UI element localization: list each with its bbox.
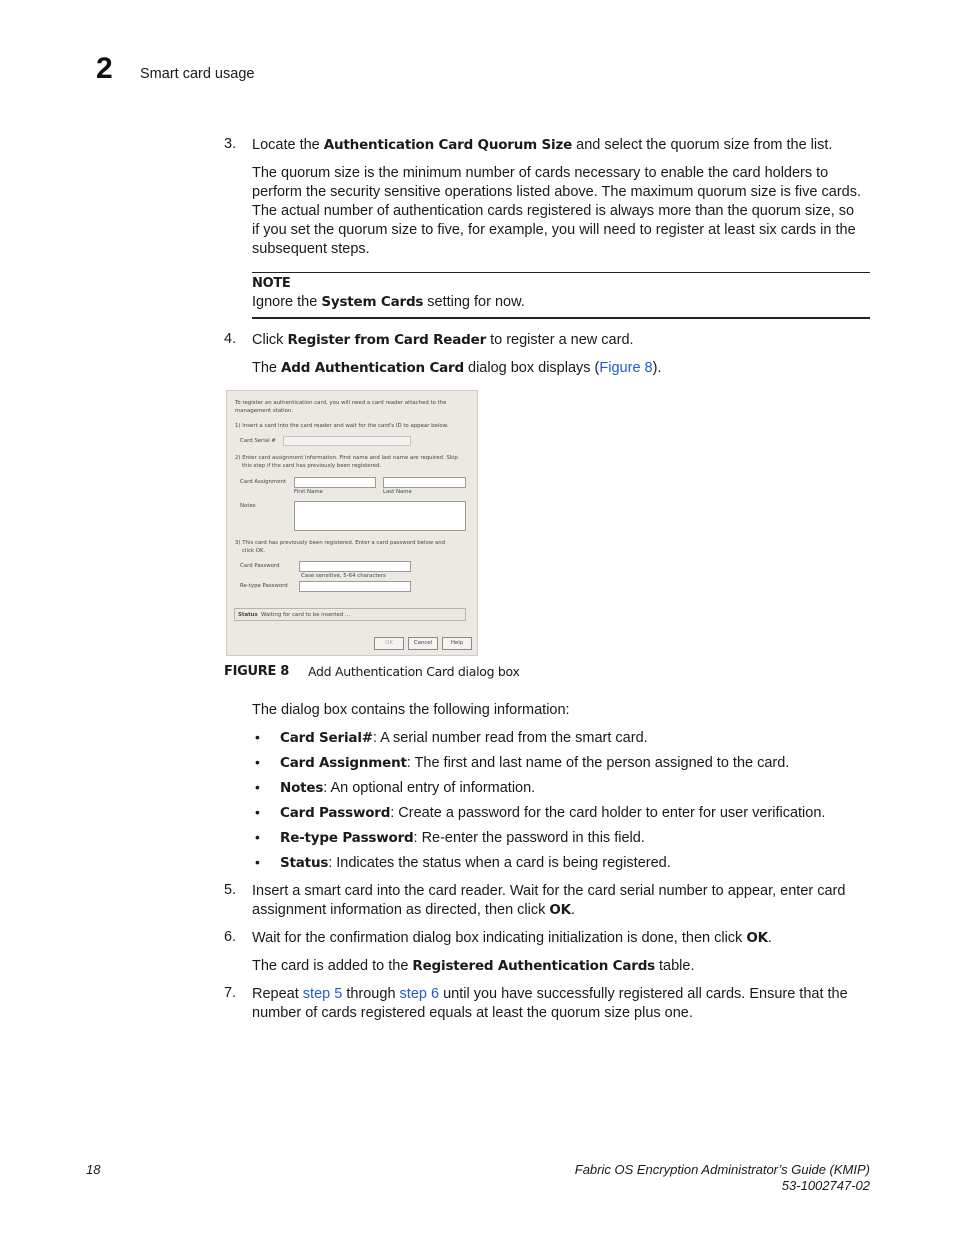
step-6-link[interactable]: step 6 [399, 986, 440, 1002]
password-hint: Case sensitive, 5-64 characters [301, 573, 386, 579]
last-name-label: Last Name [383, 489, 412, 495]
last-name-input[interactable] [383, 477, 466, 488]
chapter-number: 2 [96, 52, 113, 85]
bullet-symbol: • [255, 854, 260, 870]
step-7-number: 7. [224, 985, 237, 1001]
step-4-detail: The Add Authentication Card dialog box displays (Figure 8). [252, 360, 662, 376]
notes-label: Notes [240, 503, 256, 509]
retype-password-label: Re-type Password [240, 583, 288, 589]
step-5-link[interactable]: step 5 [302, 986, 343, 1002]
step-6-number: 6. [224, 929, 237, 945]
bullet-symbol: • [255, 729, 260, 745]
bullet-symbol: • [255, 804, 260, 820]
ok-button[interactable]: OK [374, 637, 404, 650]
step-7-instruction: Repeat step 5 through step 6 until you have successfully registered all cards. Ensure that the number of cards registered equals at least the quorum size plus one. [252, 986, 848, 1021]
document-number: 53-1002747-02 [781, 1178, 870, 1193]
status-bar [234, 608, 466, 621]
bullet-symbol: • [255, 754, 260, 770]
card-serial-label: Card Serial # [240, 438, 276, 444]
bullet-symbol: • [255, 829, 260, 845]
document-title: Fabric OS Encryption Administrator’s Guide (KMIP) [574, 1162, 870, 1177]
notes-textarea[interactable] [294, 501, 466, 531]
dialog-step3-line1: 3) This card has previously been registered. Enter a card password below and [235, 540, 446, 546]
figure-caption: Add Authentication Card dialog box [308, 664, 520, 679]
card-assignment-label: Card Assignment [240, 479, 287, 485]
dialog-intro-line2: management station. [235, 408, 294, 414]
note-label: NOTE [252, 276, 291, 291]
card-serial-field [283, 436, 411, 446]
quorum-paragraph: The quorum size is the minimum number of cards necessary to enable the card holders to perform the security sensitive operations listed above. The maximum quorum size is five cards. The actual number of authentication cards registered is always more than the quorum size, so if you set the quorum size to five, for example, you will need to register at least six cards in the subsequent steps. [252, 165, 861, 257]
note-bottom-rule [252, 317, 870, 319]
bullet-item: Card Assignment: The first and last name of the person assigned to the card. [280, 755, 790, 771]
bullet-item: Re-type Password: Re-enter the password in this field. [280, 830, 645, 846]
dialog-step3-line2: click OK. [242, 548, 266, 554]
info-intro: The dialog box contains the following information: [252, 702, 570, 718]
add-authentication-card-dialog [226, 390, 478, 656]
status-text: Waiting for card to be inserted ... [261, 612, 351, 618]
card-password-input[interactable] [299, 561, 411, 572]
bullet-item: Status: Indicates the status when a card is being registered. [280, 855, 671, 871]
note-top-rule [252, 272, 870, 273]
note-text: Ignore the System Cards setting for now. [252, 294, 525, 310]
step-3-instruction: Locate the Authentication Card Quorum Size and select the quorum size from the list. [252, 137, 833, 153]
step-3-number: 3. [224, 136, 237, 152]
first-name-input[interactable] [294, 477, 376, 488]
status-label: Status [238, 612, 258, 618]
chapter-title: Smart card usage [140, 66, 255, 82]
figure-8-link[interactable]: Figure 8 [599, 360, 653, 376]
bullet-symbol: • [255, 779, 260, 795]
bullet-item: Notes: An optional entry of information. [280, 780, 536, 796]
cancel-button[interactable]: Cancel [408, 637, 438, 650]
dialog-step1: 1) Insert a card into the card reader and wait for the card's ID to appear below. [235, 423, 449, 429]
first-name-label: First Name [294, 489, 323, 495]
ui-term: Authentication Card Quorum Size [323, 137, 573, 153]
step-5-number: 5. [224, 882, 237, 898]
step-6-instruction: Wait for the confirmation dialog box indicating initialization is done, then click OK. [252, 930, 772, 946]
step-4-instruction: Click Register from Card Reader to register a new card. [252, 332, 634, 348]
step-6-detail: The card is added to the Registered Authentication Cards table. [252, 958, 695, 974]
dialog-intro-line1: To register an authentication card, you will need a card reader attached to the [235, 400, 447, 406]
dialog-step2-line1: 2) Enter card assignment information. First name and last name are required. Skip [235, 455, 458, 461]
page-number: 18 [86, 1162, 101, 1177]
retype-password-input[interactable] [299, 581, 411, 592]
bullet-item: Card Password: Create a password for the card holder to enter for user verification. [280, 805, 826, 821]
step-4-number: 4. [224, 331, 237, 347]
step-5-instruction: Insert a smart card into the card reader. Wait for the card serial number to appear, enter card assignment information as directed, then click OK. [252, 883, 846, 918]
bullet-item: Card Serial#: A serial number read from the smart card. [280, 730, 648, 746]
figure-label: FIGURE 8 [224, 664, 290, 679]
help-button[interactable]: Help [442, 637, 472, 650]
dialog-step2-line2: this step if the card has previously been registered. [242, 463, 382, 469]
card-password-label: Card Password [240, 563, 280, 569]
